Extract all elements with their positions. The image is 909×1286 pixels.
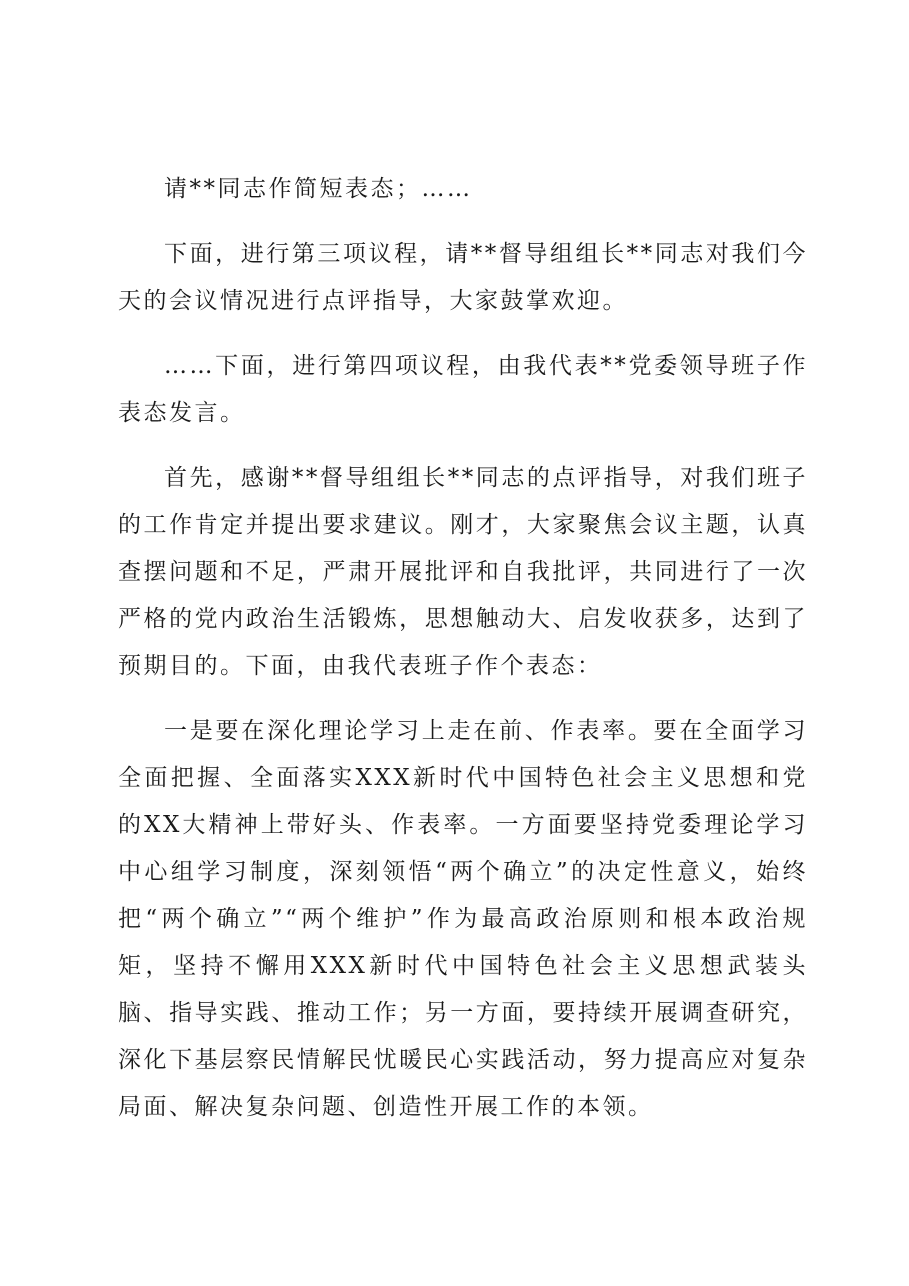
paragraph-2: 下面，进行第三项议程，请**督导组组长**同志对我们今天的会议情况进行点评指导，大家鼓掌欢迎。 (118, 241, 808, 314)
paragraph-5: 一是要在深化理论学习上走在前、作表率。要在全面学习全面把握、全面落实XXX新时代中国特色社会主义思想和党的XX大精神上带好头、作表率。一方面要坚持党委理论学习中心组学习制度，深刻领悟“两个确立”的决定性意义，始终把“两个确立”“两个维护”作为最高政治原则和根本政治规矩，坚持不懈用XXX新时代中国特色社会主义思想武装头脑、指导实践、推动工作；另一方面，要持续开展调查研究，深化下基层察民情解民忧暖民心实践活动，努力提高应对复杂局面、解决复杂问题、创造性开展工作的本领。 (118, 718, 808, 1120)
paragraph-3: ……下面，进行第四项议程，由我代表**党委领导班子作表态发言。 (118, 353, 808, 426)
paragraph-1: 请**同志作简短表态；…… (164, 176, 473, 202)
document-body (118, 166, 808, 1131)
paragraph-4: 首先，感谢**督导组组长**同志的点评指导，对我们班子的工作肯定并提出要求建议。刚才，大家聚焦会议主题，认真查摆问题和不足，严肃开展批评和自我批评，共同进行了一次严格的党内政治生活锻炼，思想触动大、启发收获多，达到了预期目的。下面，由我代表班子作个表态： (118, 465, 808, 679)
